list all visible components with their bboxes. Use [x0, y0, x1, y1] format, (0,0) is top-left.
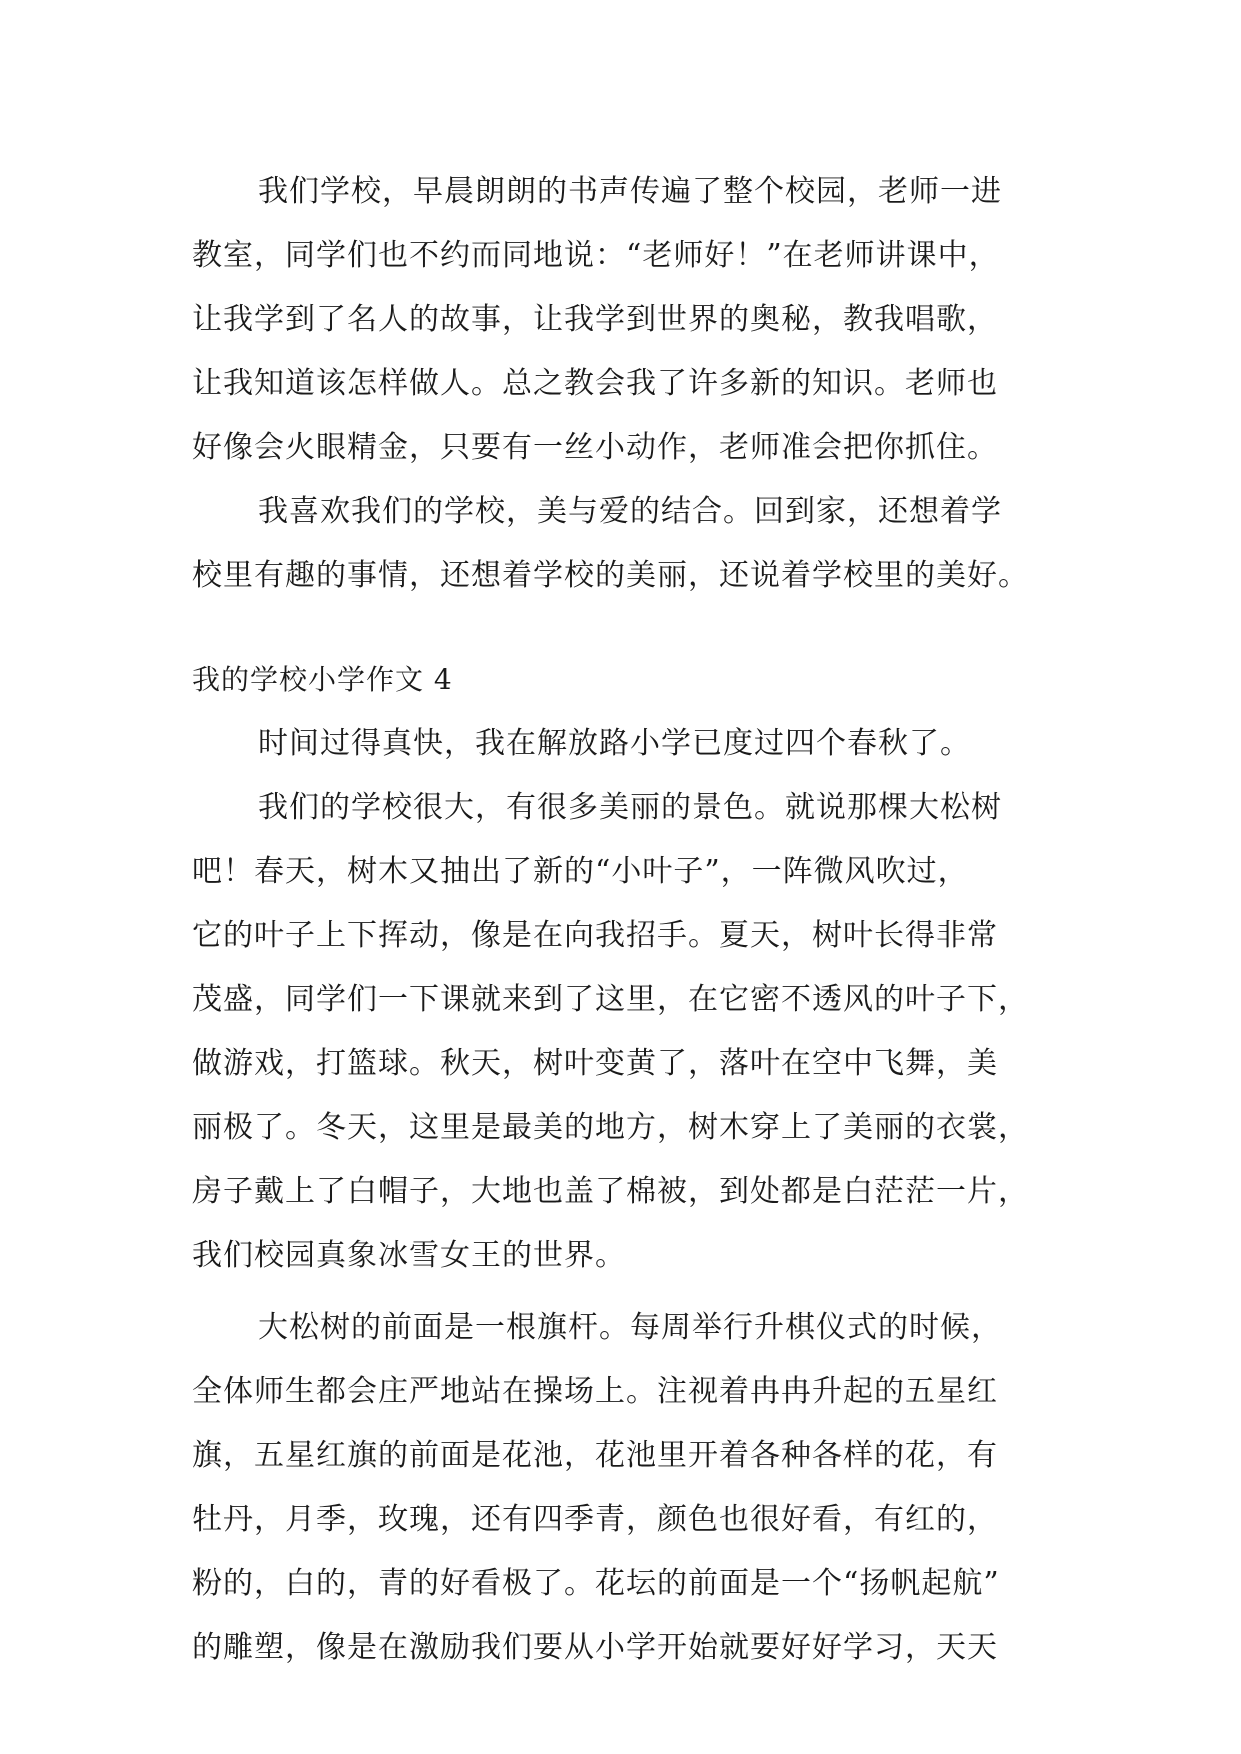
paragraph-line: 茂盛，同学们一下课就来到了这里，在它密不透风的叶子下，: [192, 982, 1029, 1017]
document-page: [192, 160, 1072, 1680]
paragraph-line: 吧！春天，树木又抽出了新的“小叶子”，一阵微风吹过，: [192, 854, 969, 889]
paragraph-line: 我们的学校很大，有很多美丽的景色。就说那棵大松树: [258, 790, 1002, 825]
paragraph-line: 粉的，白的，青的好看极了。花坛的前面是一个“扬帆起航”: [192, 1566, 1000, 1601]
paragraph-line: 校里有趣的事情，还想着学校的美丽，还说着学校里的美好。: [192, 558, 1029, 593]
paragraph-line: 房子戴上了白帽子，大地也盖了棉被，到处都是白茫茫一片，: [192, 1174, 1029, 1209]
paragraph-line: 全体师生都会庄严地站在操场上。注视着冉冉升起的五星红: [192, 1374, 998, 1409]
paragraph-line: 我们学校，早晨朗朗的书声传遍了整个校园，老师一进: [258, 174, 1002, 209]
paragraph-line: 丽极了。冬天，这里是最美的地方，树木穿上了美丽的衣裳，: [192, 1110, 1029, 1145]
paragraph-line: 时间过得真快，我在解放路小学已度过四个春秋了。: [258, 726, 971, 761]
paragraph-line: 让我知道该怎样做人。总之教会我了许多新的知识。老师也: [192, 366, 998, 401]
paragraph-line: 牡丹，月季，玫瑰，还有四季青，颜色也很好看，有红的，: [192, 1502, 998, 1537]
paragraph-line: 我喜欢我们的学校，美与爱的结合。回到家，还想着学: [258, 494, 1002, 529]
paragraph-line: 它的叶子上下挥动，像是在向我招手。夏天，树叶长得非常: [192, 918, 998, 953]
paragraph-4: [192, 776, 1072, 1288]
paragraph-2: [192, 480, 1072, 608]
paragraph-line: 大松树的前面是一根旗杆。每周举行升棋仪式的时候，: [258, 1310, 1002, 1345]
paragraph-5: [192, 1296, 1072, 1680]
section-title: 我的学校小学作文 4: [192, 663, 453, 696]
section-gap: [192, 608, 1072, 648]
paragraph-line: 旗，五星红旗的前面是花池，花池里开着各种各样的花，有: [192, 1438, 998, 1473]
paragraph-line: 我们校园真象冰雪女王的世界。: [192, 1238, 626, 1273]
paragraph-line: 做游戏，打篮球。秋天，树叶变黄了，落叶在空中飞舞，美: [192, 1046, 998, 1081]
paragraph-line: 教室，同学们也不约而同地说：“老师好！”在老师讲课中，: [192, 238, 1000, 273]
paragraph-line: 好像会火眼精金，只要有一丝小动作，老师准会把你抓住。: [192, 430, 998, 465]
paragraph-3: [192, 712, 1072, 776]
paragraph-gap: [192, 1288, 1072, 1296]
paragraph-line: 让我学到了名人的故事，让我学到世界的奥秘，教我唱歌，: [192, 302, 998, 337]
paragraph-1: [192, 160, 1072, 480]
paragraph-line: 的雕塑，像是在激励我们要从小学开始就要好好学习，天天: [192, 1630, 998, 1665]
